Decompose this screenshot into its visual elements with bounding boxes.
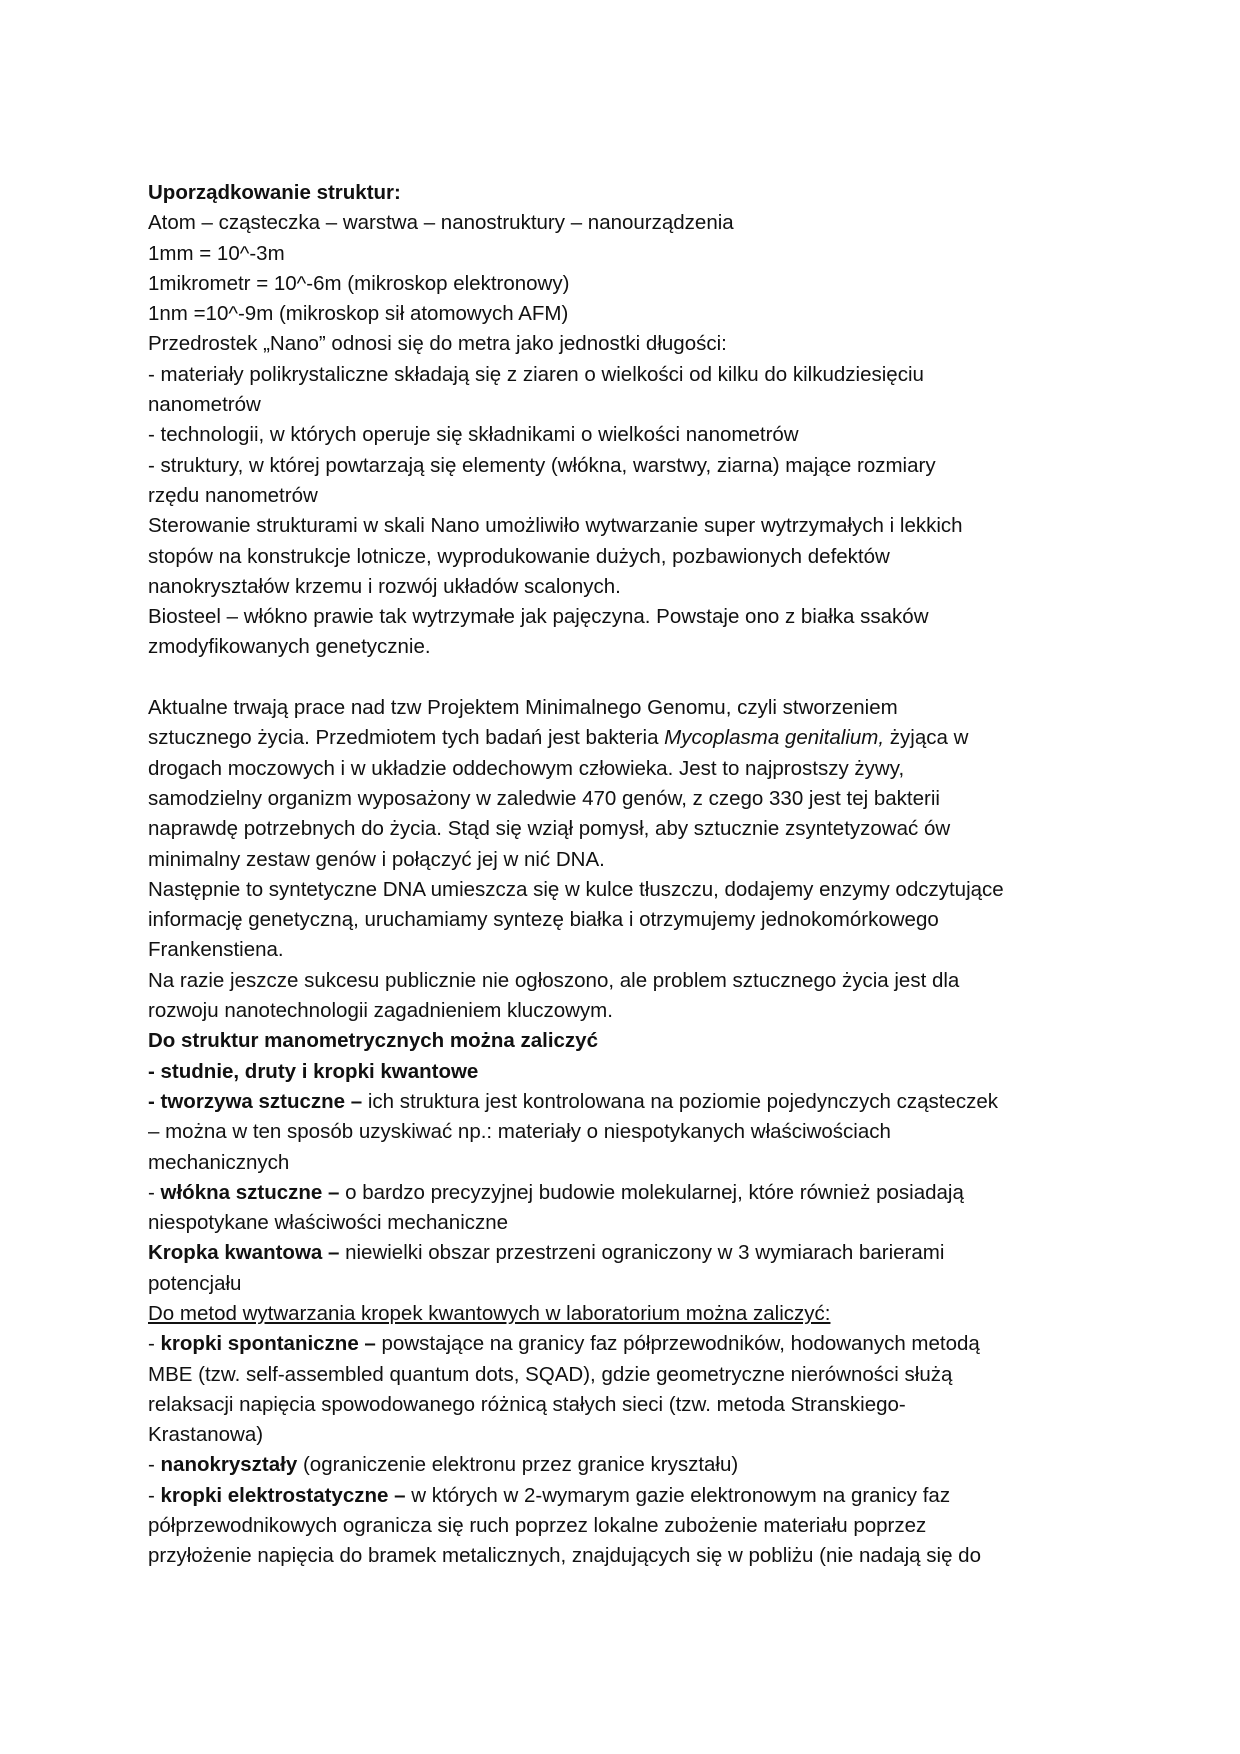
text-line: niespotykane właściwości mechaniczne [148, 1211, 509, 1235]
list-item: - włókna sztuczne – o bardzo precyzyjnej budowie molekularnej, które również posiadają [148, 1180, 964, 1204]
text-line: nanometrów [148, 393, 261, 417]
text-line: relaksacji napięcia spowodowanego różnicą stałych sieci (tzw. metoda Stranskiego- [148, 1392, 906, 1416]
text-line: naprawdę potrzebnych do życia. Stąd się wziął pomysł, aby sztucznie zsyntetyzować ów [148, 817, 951, 841]
text-line: sztucznego życia. Przedmiotem tych badań jest bakteria Mycoplasma genitalium, żyjąca w [148, 726, 969, 750]
document-page [148, 178, 1108, 1572]
text-line: informację genetyczną, uruchamiamy syntezę białka i otrzymujemy jednokomórkowego [148, 908, 939, 932]
text-line: Aktualne trwają prace nad tzw Projektem Minimalnego Genomu, czyli stworzeniem [148, 696, 898, 720]
definition-line: Kropka kwantowa – niewielki obszar przestrzeni ograniczony w 3 wymiarach barierami [148, 1241, 945, 1265]
text-line: nanokryształów krzemu i rozwój układów scalonych. [148, 574, 621, 598]
list-item: - nanokryształy (ograniczenie elektronu przez granice kryształu) [148, 1453, 739, 1477]
text-line: MBE (tzw. self-assembled quantum dots, SQAD), gdzie geometryczne nierówności służą [148, 1362, 953, 1386]
text-line: rozwoju nanotechnologii zagadnieniem kluczowym. [148, 999, 613, 1023]
text-line: Biosteel – włókno prawie tak wytrzymałe jak pajęczyna. Powstaje ono z białka ssaków [148, 605, 929, 629]
text-line: 1nm =10^-9m (mikroskop sił atomowych AFM) [148, 302, 569, 326]
list-item: - tworzywa sztuczne – ich struktura jest kontrolowana na poziomie pojedynczych cząsteczek [148, 1089, 998, 1113]
text-line: - materiały polikrystaliczne składają się z ziaren o wielkości od kilku do kilkudziesięciu [148, 362, 924, 386]
section-heading: Uporządkowanie struktur: [148, 181, 401, 204]
species-name: Mycoplasma genitalium, [664, 726, 885, 750]
bold-list-item: - studnie, druty i kropki kwantowe [148, 1059, 479, 1083]
text-line: zmodyfikowanych genetycznie. [148, 635, 431, 659]
text-line: Przedrostek „Nano” odnosi się do metra jako jednostki długości: [148, 332, 727, 356]
text-line: drogach moczowych i w układzie oddechowym człowieka. Jest to najprostszy żywy, [148, 756, 905, 780]
text-line: stopów na konstrukcje lotnicze, wyprodukowanie dużych, pozbawionych defektów [148, 544, 890, 568]
text-line: Atom – cząsteczka – warstwa – nanostruktury – nanourządzenia [148, 211, 734, 235]
text-line: Następnie to syntetyczne DNA umieszcza się w kulce tłuszczu, dodajemy enzymy odczytujące [148, 877, 1004, 901]
text-line: Krastanowa) [148, 1423, 264, 1447]
list-item: - kropki spontaniczne – powstające na granicy faz półprzewodników, hodowanych metodą [148, 1332, 980, 1356]
text-line: półprzewodnikowych ogranicza się ruch poprzez lokalne zubożenie materiału poprzez [148, 1514, 927, 1538]
text-line: minimalny zestaw genów i połączyć jej w nić DNA. [148, 847, 605, 871]
text-line: 1mm = 10^-3m [148, 241, 285, 265]
text-line: rzędu nanometrów [148, 483, 318, 507]
text-line: - technologii, w których operuje się składnikami o wielkości nanometrów [148, 423, 799, 447]
text-line: Sterowanie strukturami w skali Nano umożliwiło wytwarzanie super wytrzymałych i lekkich [148, 514, 963, 538]
text-line: - struktury, w której powtarzają się elementy (włókna, warstwy, ziarna) mające rozmiary [148, 453, 936, 477]
text-line: Na razie jeszcze sukcesu publicznie nie ogłoszono, ale problem sztucznego życia jest dla [148, 968, 960, 992]
paragraph-gap [148, 663, 1108, 693]
text-line: samodzielny organizm wyposażony w zaledwie 470 genów, z czego 330 jest tej bakterii [148, 786, 940, 810]
text-line: mechanicznych [148, 1150, 290, 1174]
underlined-heading: Do metod wytwarzania kropek kwantowych w laboratorium można zaliczyć: [148, 1301, 831, 1325]
text-line: Frankenstiena. [148, 938, 284, 962]
list-item: - kropki elektrostatyczne – w których w 2-wymarym gazie elektronowym na granicy faz [148, 1483, 951, 1507]
bold-heading: Do struktur manometrycznych można zaliczyć [148, 1029, 598, 1053]
text-line: potencjału [148, 1271, 242, 1295]
text-line: przyłożenie napięcia do bramek metalicznych, znajdujących się w pobliżu (nie nadają się do [148, 1544, 981, 1568]
text-line: 1mikrometr = 10^-6m (mikroskop elektronowy) [148, 271, 570, 295]
text-line: – można w ten sposób uzyskiwać np.: materiały o niespotykanych właściwościach [148, 1120, 891, 1144]
